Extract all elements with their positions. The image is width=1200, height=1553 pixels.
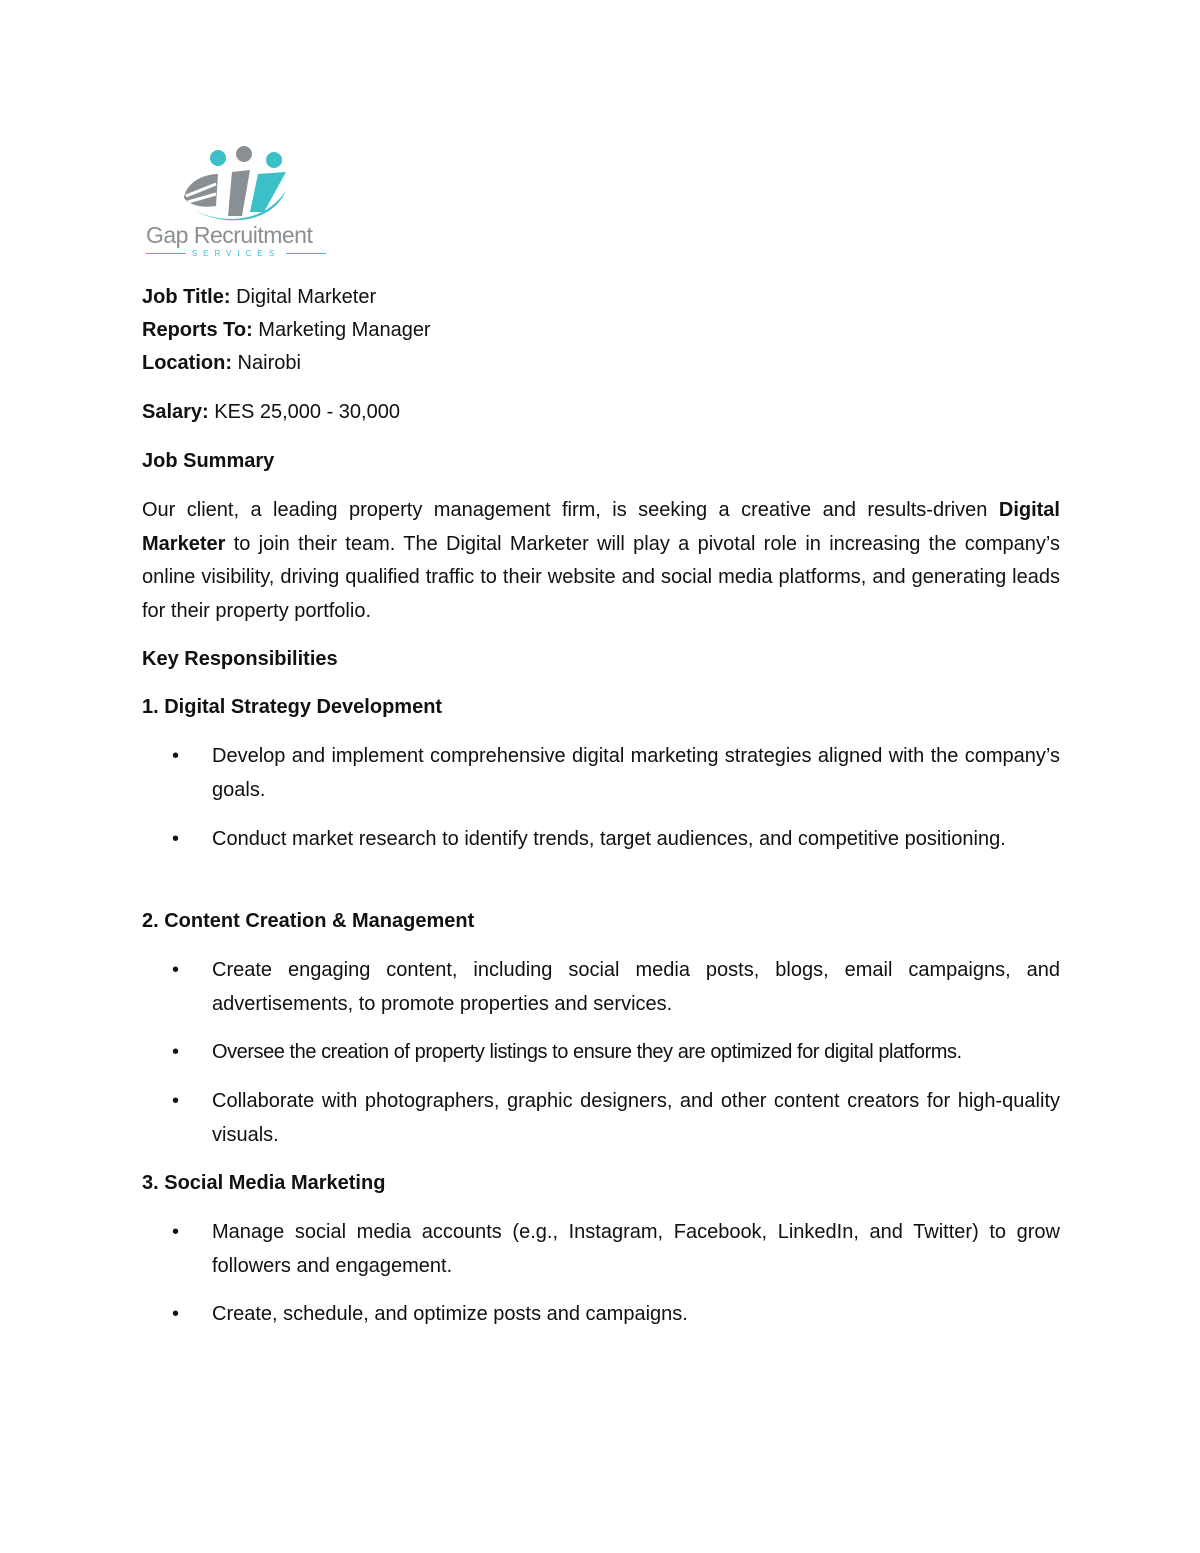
section-title: 3. Social Media Marketing — [142, 1172, 386, 1194]
reports-to-label: Reports To: — [142, 319, 253, 341]
salary-line — [142, 396, 1060, 430]
location-label: Location: — [142, 352, 232, 374]
company-logo — [146, 146, 326, 260]
job-summary-heading: Job Summary — [142, 450, 275, 472]
logo-mark-icon — [146, 146, 326, 226]
list-item-text: Create, schedule, and optimize posts and campaigns. — [212, 1303, 688, 1325]
bullet-icon: • — [172, 1041, 180, 1063]
job-summary-bold: Digital Marketer — [142, 499, 1060, 555]
list-item-text: Create engaging content, including social media posts, blogs, email campaigns, and advertisements, to promote properties and services. — [212, 959, 1060, 1015]
salary-label: Salary: — [142, 401, 209, 423]
section-title: 2. Content Creation & Management — [142, 910, 475, 932]
bullet-icon: • — [172, 828, 180, 850]
salary-value: KES 25,000 - 30,000 — [208, 401, 400, 423]
job-title-label: Job Title: — [142, 286, 231, 308]
list-item-text: Manage social media accounts (e.g., Instagram, Facebook, LinkedIn, and Twitter) to grow followers and engagement. — [212, 1221, 1060, 1277]
job-summary-paragraph: Our client, a leading property management firm, is seeking a creative and results-driven Digital Marketer to join their team. The Digital Marketer will play a pivotal role in increasing the company’s online visibility, driving qualified traffic to their website and social media platforms, and generating leads for their property portfolio. — [142, 499, 1060, 622]
logo-wordmark: Gap Recruitment — [146, 222, 313, 248]
bullet-icon: • — [172, 1221, 180, 1243]
logo-subtitle: SERVICES — [146, 247, 326, 259]
reports-to-value: Marketing Manager — [252, 319, 431, 341]
list-item-text: Conduct market research to identify trends, target audiences, and competitive positioning. — [212, 828, 1006, 850]
reports-to-line — [142, 314, 1060, 348]
section-title: 1. Digital Strategy Development — [142, 696, 443, 718]
list-item-text: Collaborate with photographers, graphic designers, and other content creators for high-quality visuals. — [212, 1090, 1060, 1146]
location-line — [142, 347, 1060, 381]
list-item-text: Oversee the creation of property listings to ensure they are optimized for digital platforms. — [212, 1041, 962, 1063]
list-item-text: Develop and implement comprehensive digital marketing strategies aligned with the company’s goals. — [212, 745, 1060, 801]
job-title-value: Digital Marketer — [230, 286, 377, 308]
bullet-icon: • — [172, 959, 180, 981]
key-responsibilities-heading: Key Responsibilities — [142, 648, 338, 670]
job-title-line — [142, 281, 1060, 315]
bullet-icon: • — [172, 745, 180, 767]
location-value: Nairobi — [232, 352, 301, 374]
bullet-icon: • — [172, 1303, 180, 1325]
bullet-icon: • — [172, 1090, 180, 1112]
